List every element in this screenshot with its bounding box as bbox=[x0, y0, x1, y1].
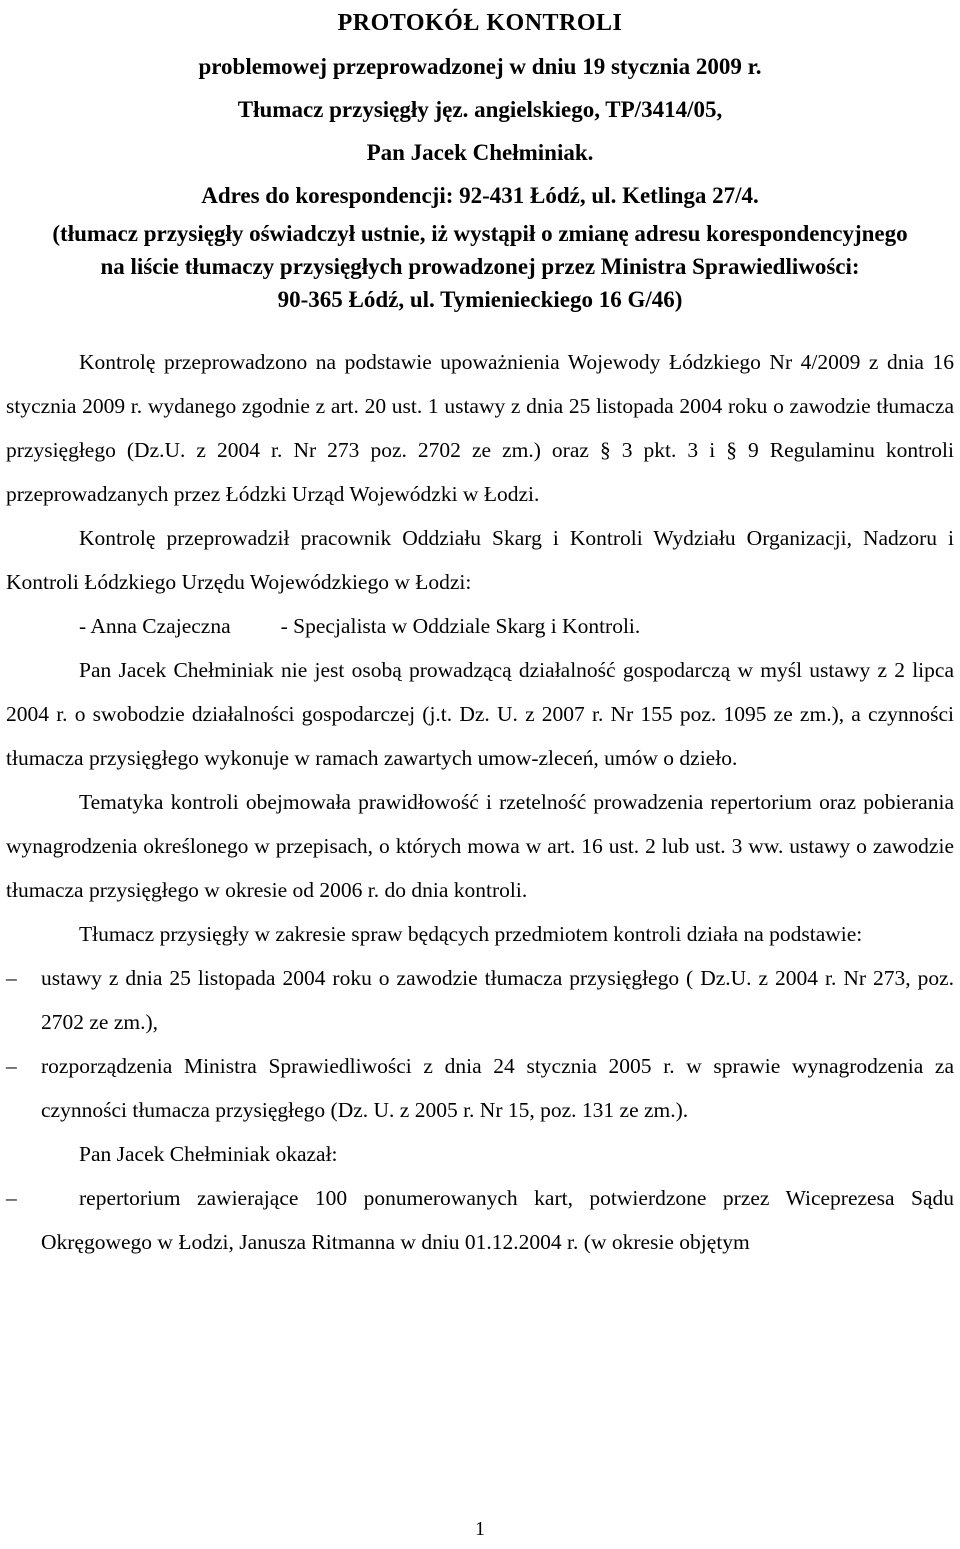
document-title: PROTOKÓŁ KONTROLI bbox=[337, 10, 623, 36]
translator-name: Pan Jacek Chełminiak. bbox=[366, 140, 594, 165]
page-number: 1 bbox=[475, 1518, 485, 1540]
shown-item-text: repertorium zawierające 100 ponumerowanych kart, potwierdzone przez Wiceprezesa Sądu Okręgowego w Łodzi, Janusza Ritmanna w dniu 01.12.2004 r. (w okresie objętym bbox=[41, 1186, 954, 1254]
dash-bullet: – bbox=[6, 1186, 17, 1210]
legal-basis-item bbox=[6, 1044, 954, 1132]
document-header bbox=[0, 2, 960, 316]
shown-item bbox=[6, 1176, 954, 1264]
paragraph-scope: Tematyka kontroli obejmowała prawidłowość i rzetelność prowadzenia repertorium oraz pobierania wynagrodzenia określonego w przepisach, o których mowa w art. 16 ust. 2 lub ust. 3 ww. ustawy o zawodzie tłumacza przysięgłego w okresie od 2006 r. do dnia kontroli. bbox=[6, 790, 954, 902]
paragraph-legal-basis: Tłumacz przysięgły w zakresie spraw będących przedmiotem kontroli działa na podstawie: bbox=[79, 922, 863, 946]
paragraph-inspector: Kontrolę przeprowadził pracownik Oddziału Skarg i Kontroli Wydziału Organizacji, Nadzoru i Kontroli Łódzkiego Urzędu Wojewódzkiego w Łodzi: bbox=[6, 526, 954, 594]
address-note-line: (tłumacz przysięgły oświadczył ustnie, iż wystąpił o zmianę adresu korespondencyjnego bbox=[52, 221, 908, 246]
document-subtitle: problemowej przeprowadzonej w dniu 19 stycznia 2009 r. bbox=[198, 54, 762, 79]
dash-bullet: – bbox=[6, 966, 17, 990]
paragraph-authorization: Kontrolę przeprowadzono na podstawie upoważnienia Wojewody Łódzkiego Nr 4/2009 z dnia 16 stycznia 2009 r. wydanego zgodnie z art. 20 ust. 1 ustawy z dnia 25 listopada 2004 roku o zawodzie tłumacza przysięgłego (Dz.U. z 2004 r. Nr 273 poz. 2702 ze zm.) oraz § 3 pkt. 3 i § 9 Regulaminu kontroli przeprowadzanych przez Łódzki Urząd Wojewódzki w Łodzi. bbox=[6, 350, 954, 506]
inspector-name: - Anna Czajeczna bbox=[79, 614, 231, 638]
legal-basis-item bbox=[6, 956, 954, 1044]
dash-bullet: – bbox=[6, 1054, 17, 1078]
inspector-position: - Specjalista w Oddziale Skarg i Kontroli. bbox=[280, 614, 641, 638]
address-note-line: 90-365 Łódź, ul. Tymienieckiego 16 G/46) bbox=[277, 287, 683, 312]
address-line: Adres do korespondencji: 92-431 Łódź, ul. Ketlinga 27/4. bbox=[201, 183, 759, 208]
paragraph-shown: Pan Jacek Chełminiak okazał: bbox=[79, 1142, 338, 1166]
legal-basis-text: rozporządzenia Ministra Sprawiedliwości z dnia 24 stycznia 2005 r. w sprawie wynagrodzenia za czynności tłumacza przysięgłego (Dz. U. z 2005 r. Nr 15, poz. 131 ze zm.). bbox=[41, 1054, 954, 1122]
legal-basis-text: ustawy z dnia 25 listopada 2004 roku o zawodzie tłumacza przysięgłego ( Dz.U. z 2004 r. Nr 273, poz. 2702 ze zm.), bbox=[41, 966, 954, 1034]
address-note-line: na liście tłumaczy przysięgłych prowadzonej przez Ministra Sprawiedliwości: bbox=[100, 254, 860, 279]
inspector-entry bbox=[79, 604, 954, 648]
document-body bbox=[6, 340, 954, 1264]
translator-line: Tłumacz przysięgły jęz. angielskiego, TP/3414/05, bbox=[237, 97, 723, 122]
paragraph-business-activity: Pan Jacek Chełminiak nie jest osobą prowadzącą działalność gospodarczą w myśl ustawy z 2 lipca 2004 r. o swobodzie działalności gospodarczej (j.t. Dz. U. z 2007 r. Nr 155 poz. 1095 ze zm.), a czynności tłumacza przysięgłego wykonuje w ramach zawartych umow-zleceń, umów o dzieło. bbox=[6, 658, 954, 770]
